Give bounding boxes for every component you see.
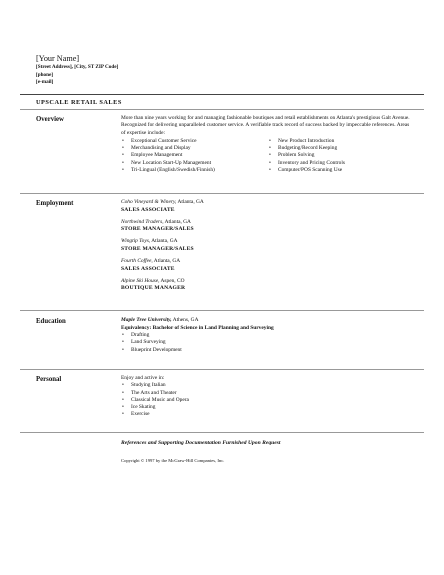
job-entry [121,278,415,293]
skills-left [121,138,268,174]
company-name: Fourth Coffee, [121,258,153,265]
employment-content [121,199,415,297]
personal-intro: Enjoy and active in: [121,375,165,381]
street-address: [Street Address], [City, ST ZIP Code] [36,64,119,70]
section-heading-overview: Overview [36,116,64,123]
list-item: • Drafting [121,332,415,339]
list-item: • Problem Solving [268,152,415,159]
job-position: SALES ASSOCIATE [121,265,175,272]
skills-right [268,138,415,174]
list-item: • Inventory and Pricing Controls [268,160,415,167]
company-name: Northwind Traders, [121,218,164,225]
job-entry [121,199,415,214]
company-name: Alpine Ski House, [121,277,160,284]
job-position: SALES ASSOCIATE [121,206,175,213]
divider-top [20,94,424,95]
school-name: Maple Tree University, [121,317,172,323]
phone: [phone] [36,71,54,78]
email: [e-mail] [36,79,54,86]
list-item: • Budgeting/Record Keeping [268,145,415,152]
list-item: • New Location Start-Up Management [121,160,268,167]
list-item: • Exercise [121,411,415,418]
list-item: • Blueprint Development [121,347,415,354]
job-position: STORE MANAGER/SALES [121,245,194,252]
section-heading-employment: Employment [36,200,74,207]
divider-employment [20,310,424,311]
skills-columns [121,138,415,174]
list-item: • New Product Introduction [268,138,415,145]
list-item: • Classical Music and Opera [121,397,415,404]
divider-personal [20,432,424,433]
list-item: • Ice Skating [121,404,415,411]
company-name: Wingtip Toys, [121,238,151,245]
company-location: Atlanta, GA [176,199,204,205]
divider-title [20,109,424,110]
job-entry [121,258,415,273]
list-item: • Studying Italian [121,382,415,389]
section-heading-personal: Personal [36,376,62,383]
divider-overview [20,193,424,194]
company-name: Coho Vineyard & Winery, [121,199,177,205]
job-position: BOUTIQUE MANAGER [121,285,186,292]
references-note: References and Supporting Documentation Furnished Upon Request [121,440,281,446]
list-item: • Exceptional Customer Service [121,138,268,145]
job-position: STORE MANAGER/SALES [121,226,194,233]
list-item: • Merchandising and Display [121,145,268,152]
contact-header [36,54,118,87]
company-location: Aspen, CO [159,277,185,284]
overview-content [121,115,415,174]
job-entry [121,219,415,234]
your-name: [Your Name] [36,54,80,63]
company-location: Atlanta, GA [152,258,181,265]
list-item: • Computer/POS Scanning Use [268,167,415,174]
overview-text: More than nine years working for and managing fashionable boutiques and retail establishments on Atlanta's prestigious Galt Avenue. Recognized for delivering unparalleled customer service. A verifiable track record of success backed by impeccable references. Areas of expertise include: [121,115,410,136]
resume-title: UPSCALE RETAIL SALES [36,99,122,106]
copyright-notice: Copyright © 1997 by the McGraw-Hill Companies, Inc. [121,458,225,463]
list-item: • The Arts and Theater [121,390,415,397]
section-heading-education: Education [36,318,66,325]
list-item: • Tri-Lingual (English/Swedish/Finnish) [121,167,268,174]
degree: Equivalency: Bachelor of Science in Land Planning and Surveying [121,324,274,331]
education-list [121,332,415,354]
school-location: Athens, GA [171,317,199,323]
list-item: • Land Surveying [121,339,415,346]
divider-education [20,369,424,370]
list-item: • Employee Management [121,152,268,159]
personal-list [121,382,415,418]
company-location: Atlanta, GA [163,218,191,225]
personal-content [121,375,415,419]
company-location: Atlanta, GA [150,238,178,245]
job-entry [121,238,415,253]
education-content [121,317,415,354]
